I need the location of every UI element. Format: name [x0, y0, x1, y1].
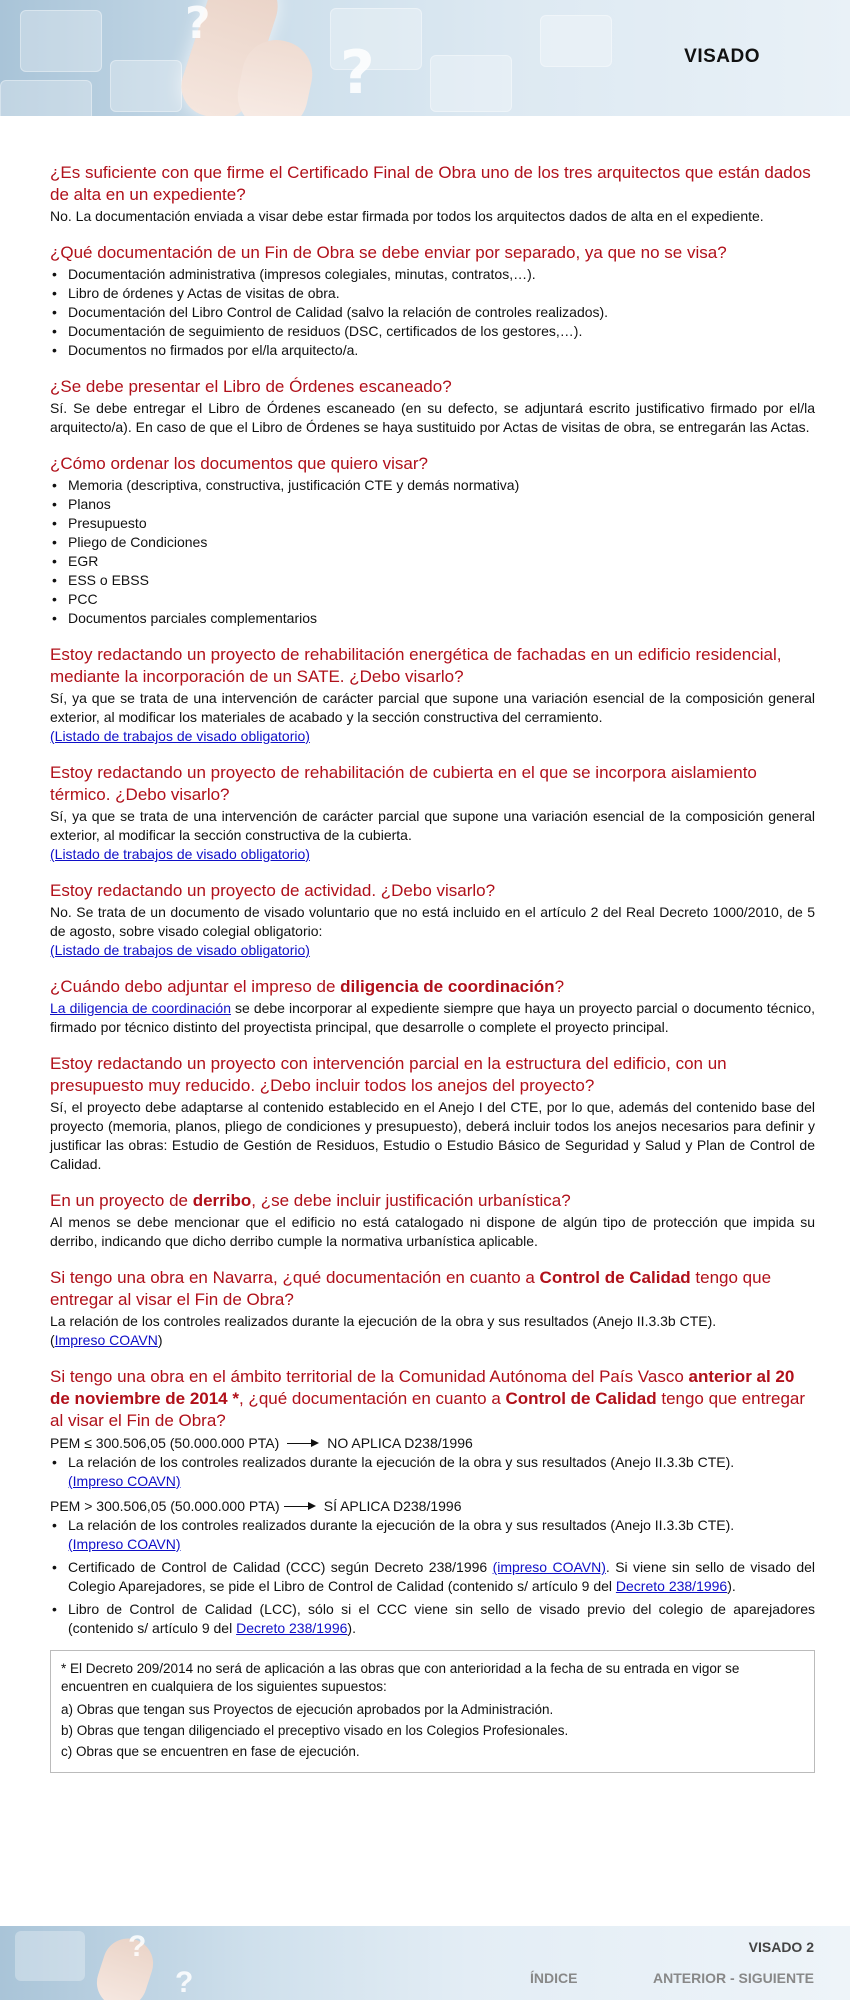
page-title: VISADO: [684, 46, 760, 67]
list-item: • Libro de órdenes y Actas de visitas de obra.: [50, 284, 815, 303]
banner-tile: [430, 55, 512, 112]
list-item: [50, 1600, 815, 1638]
faq-item: [50, 1366, 815, 1638]
question-emphasis: anterior al 20 de noviembre de 2014 *: [50, 1367, 795, 1408]
faq-item: [50, 453, 815, 628]
banner-tile: [110, 60, 182, 112]
impreso-line: (Impreso COAVN): [50, 1332, 163, 1348]
list-item: [50, 1453, 815, 1491]
list-item: • Documentación administrativa (impresos colegiales, minutas, contratos,…).: [50, 265, 815, 284]
decreto-link[interactable]: Decreto 238/1996: [236, 1620, 348, 1636]
faq-item: [50, 162, 815, 226]
impreso-coavn-link[interactable]: (Impreso COAVN): [68, 1473, 181, 1489]
decree-note: [50, 1650, 815, 1773]
faq-answer: Sí, ya que se trata de una intervención de carácter parcial que supone una variación esencial de la composición general exterior, al modificar los materiales de acabado y la sección constructiva del cerramiento.: [50, 690, 815, 725]
faq-question: ¿Se debe presentar el Libro de Órdenes escaneado?: [50, 377, 452, 396]
faq-question: [50, 1366, 815, 1432]
list-item: [50, 1516, 815, 1554]
faq-question: [50, 976, 815, 998]
banner-tile: [0, 80, 92, 116]
question-text: , ¿qué documentación en cuanto a: [238, 1389, 506, 1408]
faq-item: [50, 242, 815, 360]
faq-question: Estoy redactando un proyecto de rehabilitación de cubierta en el que se incorpora aislamiento térmico. ¿Debo visarlo?: [50, 763, 757, 804]
pem-high-result: SÍ APLICA D238/1996: [323, 1498, 462, 1514]
faq-answer: No. La documentación enviada a visar debe estar firmada por todos los arquitectos dados de alta en el expediente.: [50, 208, 764, 224]
faq-question: ¿Cómo ordenar los documentos que quiero visar?: [50, 454, 428, 473]
list-item: • ESS o EBSS: [50, 571, 815, 590]
faq-answer: Sí, ya que se trata de una intervención de carácter parcial que supone una variación esencial de la composición general exterior, al modificar la sección constructiva de la cubierta.: [50, 808, 815, 843]
list-item: • Documentación de seguimiento de residuos (DSC, certificados de los gestores,…).: [50, 322, 815, 341]
question-text: En un proyecto de: [50, 1191, 193, 1210]
faq-question: Estoy redactando un proyecto de actividad. ¿Debo visarlo?: [50, 881, 496, 900]
pem-low-row: [50, 1434, 815, 1453]
list-item: [50, 1558, 815, 1596]
impreso-coavn-link[interactable]: Impreso COAVN: [54, 1332, 158, 1348]
list-item: • Pliego de Condiciones: [50, 533, 815, 552]
pem-high-label: PEM > 300.506,05 (50.000.000 PTA): [50, 1498, 280, 1514]
question-emphasis: Control de Calidad: [505, 1389, 657, 1408]
faq-item: [50, 976, 815, 1037]
faq-question: Estoy redactando un proyecto de rehabilitación energética de fachadas en un edificio residencial, mediante la incorporación de un SATE. ¿Debo visarlo?: [50, 645, 782, 686]
header-banner: [0, 0, 850, 116]
item-text: . Si viene sin sello de visado del Colegio Aparejadores, se pide el Libro de Control de Calidad (contenido s/ artículo 9 del: [68, 1559, 815, 1594]
item-text: La relación de los controles realizados durante la ejecución de la obra y sus resultados (Anejo II.3.3b CTE).: [68, 1454, 735, 1470]
faq-answer: Sí. Se debe entregar el Libro de Órdenes escaneado (en su defecto, se adjuntará escrito justificativo firmado por el/la arquitecto/a). En caso de que el Libro de Órdenes se haya sustituido por Actas de visitas de obra, se entregarán las Actas.: [50, 400, 815, 435]
pem-high-row: [50, 1497, 815, 1516]
list-item: • EGR: [50, 552, 815, 571]
banner-tile: [20, 10, 102, 72]
question-text: ?: [554, 977, 565, 996]
faq-question: [50, 1267, 815, 1311]
prev-next-link[interactable]: ANTERIOR - SIGUIENTE: [652, 1970, 814, 1986]
item-text: ).: [347, 1620, 356, 1636]
pem-low-result: NO APLICA D238/1996: [327, 1435, 473, 1451]
impreso-coavn-link[interactable]: (Impreso COAVN): [68, 1536, 181, 1552]
pem-low-label: PEM ≤ 300.506,05 (50.000.000 PTA): [50, 1435, 280, 1451]
arrow-right-icon: [284, 1506, 314, 1507]
question-mark-icon: ?: [340, 38, 375, 108]
faq-item: [50, 644, 815, 746]
hand-image: [90, 1932, 159, 2000]
diligencia-link[interactable]: La diligencia de coordinación: [50, 1000, 231, 1016]
decreto-link[interactable]: Decreto 238/1996: [615, 1578, 728, 1594]
faq-item: [50, 762, 815, 864]
item-text: La relación de los controles realizados durante la ejecución de la obra y sus resultados (Anejo II.3.3b CTE).: [68, 1517, 735, 1533]
faq-answer: Al menos se debe mencionar que el edificio no está catalogado ni dispone de algún tipo de protección que impida su derribo, indicando que dicho derribo cumple la normativa urbanística aplicable.: [50, 1214, 815, 1249]
question-emphasis: diligencia de coordinación: [340, 977, 555, 996]
item-text: ).: [727, 1578, 736, 1594]
question-mark-icon: ?: [185, 0, 211, 49]
index-link[interactable]: ÍNDICE: [530, 1970, 578, 1986]
list-item: • Documentos no firmados por el/la arquitecto/a.: [50, 341, 815, 360]
visado-list-link[interactable]: (Listado de trabajos de visado obligatorio): [50, 728, 310, 744]
pem-high-list: [50, 1516, 815, 1638]
note-item: a) Obras que tengan sus Proyectos de ejecución aprobados por la Administración.: [61, 1702, 554, 1717]
faq-answer: Sí, el proyecto debe adaptarse al contenido establecido en el Anejo I del CTE, por lo que, además del contenido base del proyecto (memoria, planos, pliego de condiciones y presupuesto), deberá incluir todos los anejos necesarios para definir y justificar las obras: Estudio de Gestión de Residuos, Estudio o Estudio Básico de Seguridad y Salud y Plan de Control de Calidad.: [50, 1099, 815, 1172]
list-item: • PCC: [50, 590, 815, 609]
faq-question: Estoy redactando un proyecto con intervención parcial en la estructura del edificio, con un presupuesto muy reducido. ¿Debo incluir todos los anejos del proyecto?: [50, 1054, 727, 1095]
arrow-right-icon: [287, 1443, 317, 1444]
question-emphasis: Control de Calidad: [539, 1268, 691, 1287]
note-intro: * El Decreto 209/2014 no será de aplicación a las obras que con anterioridad a la fecha de su entrada en vigor se encuentren en cualquiera de los siguientes supuestos:: [61, 1661, 740, 1694]
faq-question: ¿Qué documentación de un Fin de Obra se debe enviar por separado, ya que no se visa?: [50, 243, 727, 262]
list-item: • Presupuesto: [50, 514, 815, 533]
list-item: • Documentación del Libro Control de Calidad (salvo la relación de controles realizados).: [50, 303, 815, 322]
impreso-coavn-link[interactable]: (impreso COAVN): [492, 1559, 606, 1575]
faq-answer: La relación de los controles realizados durante la ejecución de la obra y sus resultados (Anejo II.3.3b CTE).: [50, 1313, 717, 1329]
question-text: ¿Cuándo debo adjuntar el impreso de: [50, 977, 341, 996]
item-text: Certificado de Control de Calidad (CCC) según Decreto 238/1996: [68, 1559, 493, 1575]
list-item: • Planos: [50, 495, 815, 514]
list-item: • Memoria (descriptiva, constructiva, justificación CTE y demás normativa): [50, 476, 815, 495]
list-item: • Documentos parciales complementarios: [50, 609, 815, 628]
question-emphasis: derribo: [192, 1191, 252, 1210]
answer-text: se debe incorporar al expediente siempre que haya un proyecto parcial o documento técnico, firmado por técnico distinto del proyectista principal, que desarrolle o complete el proyecto principal.: [50, 1000, 815, 1035]
faq-item: [50, 376, 815, 437]
question-text: tengo que entregar al visar el Fin de Obra?: [50, 1389, 806, 1430]
question-text: , ¿se debe incluir justificación urbanística?: [251, 1191, 571, 1210]
faq-item: [50, 1190, 815, 1251]
faq-item: [50, 880, 815, 960]
faq-answer: No. Se trata de un documento de visado voluntario que no está incluido en el artículo 2 del Real Decreto 1000/2010, de 5 de agosto, sobre visado colegial obligatorio:: [50, 904, 815, 939]
question-text: Si tengo una obra en Navarra, ¿qué documentación en cuanto a: [50, 1268, 540, 1287]
faq-list: [50, 476, 815, 628]
pem-low-list: [50, 1453, 815, 1491]
question-text: tengo que entregar al visar el Fin de Obra?: [50, 1268, 772, 1309]
faq-item: [50, 1053, 815, 1174]
banner-tile: [540, 15, 612, 67]
footer-page-label: VISADO 2: [748, 1939, 814, 1955]
question-mark-icon: ?: [128, 1930, 147, 1963]
item-text: Libro de Control de Calidad (LCC), sólo si el CCC viene sin sello de visado previo del colegio de aparejadores (contenido s/ artículo 9 del: [68, 1601, 815, 1636]
faq-question: [50, 1190, 815, 1212]
question-text: Si tengo una obra en el ámbito territorial de la Comunidad Autónoma del País Vasco: [50, 1367, 689, 1386]
visado-list-link[interactable]: (Listado de trabajos de visado obligatorio): [50, 942, 310, 958]
visado-list-link[interactable]: (Listado de trabajos de visado obligatorio): [50, 846, 310, 862]
note-item: b) Obras que tengan diligenciado el preceptivo visado en los Colegios Profesionales.: [61, 1723, 569, 1738]
footer-bar: [0, 1926, 850, 2000]
faq-answer: [50, 999, 815, 1037]
faq-question: ¿Es suficiente con que firme el Certificado Final de Obra uno de los tres arquitectos que están dados de alta en un expediente?: [50, 163, 811, 204]
note-item: c) Obras que se encuentren en fase de ejecución.: [61, 1744, 360, 1759]
faq-list: [50, 265, 815, 360]
banner-tile: [15, 1931, 85, 1981]
faq-item: [50, 1267, 815, 1350]
faq-content: [50, 162, 815, 1773]
question-mark-icon: ?: [175, 1966, 194, 1999]
